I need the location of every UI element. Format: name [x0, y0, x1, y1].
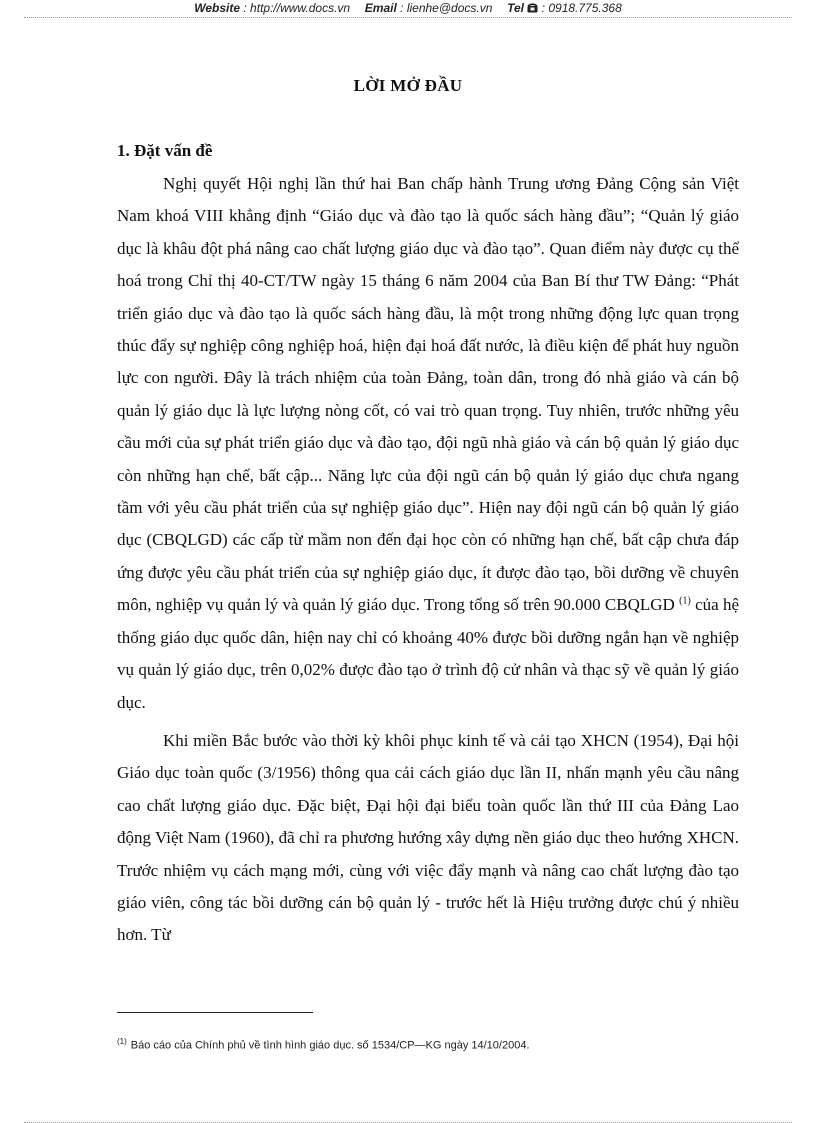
- header-divider: [24, 17, 792, 18]
- section-heading: 1. Đặt vấn đề: [117, 141, 213, 160]
- tel-value: : 0918.775.368: [541, 1, 622, 15]
- website-link[interactable]: : http://www.docs.vn: [243, 1, 351, 15]
- paragraph-2: Khi miền Bắc bước vào thời kỳ khôi phục kinh tế và cải tạo XHCN (1954), Đại hội Giáo dục toàn quốc (3/1956) thông qua cải cách giáo dục lần II, nhấn mạnh yêu cầu nâng cao chất lượng giáo dục. Đặc biệt, Đại hội đại biểu toàn quốc lần thứ III của Đảng Lao động Việt Nam (1960), đã chỉ ra phương hướng xây dựng nền giáo dục theo hướng XHCN. Trước nhiệm vụ cách mạng mới, cùng với việc đẩy mạnh và nâng cao chất lượng đào tạo giáo viên, công tác bồi dưỡng cán bộ quản lý - trước hết là Hiệu trưởng được chú ý nhiều hơn. Từ: [117, 730, 739, 945]
- body-text: [117, 168, 739, 952]
- footnote-reference[interactable]: (1): [679, 595, 691, 607]
- paragraph-1-text-continued: của hệ thống giáo dục quốc dân, hiện nay chỉ có khoảng 40% được bồi dưỡng ngắn hạn về nghiệp vụ quản lý giáo dục, trên 0,02% được đào tạo ở trình độ cử nhân và thạc sỹ về quản lý giáo dục.: [117, 595, 739, 712]
- email-link[interactable]: : lienhe@docs.vn: [400, 1, 493, 15]
- paragraph-1: [117, 168, 739, 719]
- page-header: [0, 0, 816, 16]
- page-title: LỜI MỞ ĐẦU: [353, 76, 463, 95]
- tel-label: Tel: [507, 1, 524, 15]
- footnote: [117, 1035, 739, 1053]
- footnote-divider: [117, 1012, 313, 1013]
- paragraph-1-text: Nghị quyết Hội nghị lần thứ hai Ban chấp hành Trung ương Đảng Cộng sản Việt Nam khoá VIII khẳng định “Giáo dục và đào tạo là quốc sách hàng đầu”; “Quản lý giáo dục là khâu đột phá nâng cao chất lượng giáo dục và đào tạo”. Quan điểm này được cụ thể hoá trong Chỉ thị 40-CT/TW ngày 15 tháng 6 năm 2004 của Ban Bí thư TW Đảng: “Phát triển giáo dục và đào tạo là quốc sách hàng đầu, là một trong những động lực quan trọng thúc đẩy sự nghiệp công nghiệp hoá, hiện đại hoá đất nước, là điều kiện để phát huy nguồn lực con người. Đây là trách nhiệm của toàn Đảng, toàn dân, trong đó nhà giáo và cán bộ quản lý giáo dục là lực lượng nòng cốt, có vai trò quan trọng. Tuy nhiên, trước những yêu cầu mới của sự phát triển giáo dục và đào tạo, đội ngũ nhà giáo và cán bộ quản lý giáo dục còn những hạn chế, bất cập... Năng lực của đội ngũ cán bộ quản lý giáo dục chưa ngang tầm với yêu cầu phát triển của sự nghiệp giáo dục”. Hiện nay đội ngũ cán bộ quản lý giáo dục (CBQLGD) các cấp từ mầm non đến đại học còn có những hạn chế, bất cập chưa đáp ứng được yêu cầu phát triển của sự nghiệp giáo dục, ít được đào tạo, bồi dưỡng về chuyên môn, nghiệp vụ quản lý và quản lý giáo dục. Trong tổng số trên 90.000 CBQLGD: [117, 174, 739, 615]
- footnote-marker: (1): [117, 1037, 127, 1046]
- website-label: Website: [194, 1, 241, 15]
- email-label: Email: [364, 1, 397, 15]
- footnote-text: Báo cáo của Chính phủ về tình hình giáo dục. số 1534/CP—KG ngày 14/10/2004.: [130, 1039, 530, 1052]
- phone-icon: [527, 1, 541, 15]
